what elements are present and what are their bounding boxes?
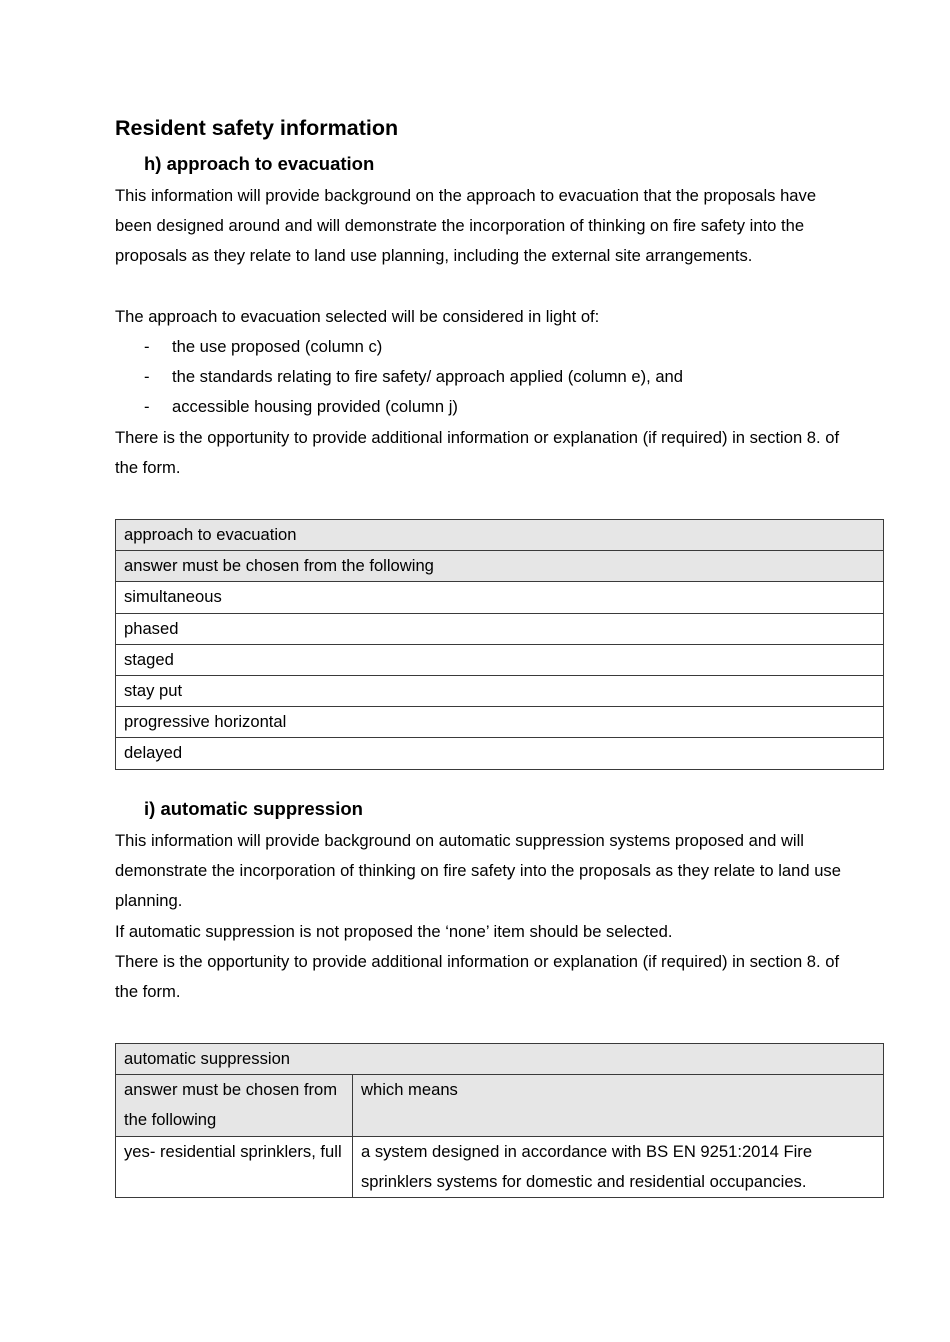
section-i-paragraph-2: If automatic suppression is not proposed the ‘none’ item should be selected. <box>115 922 673 941</box>
evacuation-options-table <box>115 519 884 770</box>
table-header-cell: automatic suppression <box>116 1044 884 1075</box>
col2-header-cell: which means <box>353 1075 884 1136</box>
table-subheader-row <box>116 1075 884 1136</box>
suppression-options-table <box>115 1043 884 1198</box>
table-row <box>116 707 884 738</box>
option-cell: staged <box>116 644 884 675</box>
list-dash: - <box>144 397 150 417</box>
section-h-paragraph-1: This information will provide background on the approach to evacuation that the proposals have been designed around and will demonstrate the incorporation of thinking on fire safety into the proposals as they relate to land use planning, including the external site arrangements. <box>115 186 817 266</box>
list-dash: - <box>144 337 150 356</box>
list-item: - the use proposed (column c) <box>115 332 683 362</box>
table-header-row <box>116 1044 884 1075</box>
table-row <box>116 676 884 707</box>
list-item: - accessible housing provided (column j) <box>115 392 683 422</box>
section-i-heading: i) automatic suppression <box>144 798 363 819</box>
option-cell: simultaneous <box>116 582 884 613</box>
section-i-paragraph-3: There is the opportunity to provide additional information or explanation (if required) in section 8. of the form. <box>115 952 840 1002</box>
meaning-cell: a system designed in accordance with BS EN 9251:2014 Fire sprinklers systems for domestic and residential occupancies. <box>353 1136 884 1197</box>
section-i-paragraph-1: This information will provide background on automatic suppression systems proposed and will demonstrate the incorporation of thinking on fire safety into the proposals as they relate to land use planning. <box>115 831 841 911</box>
option-cell: stay put <box>116 676 884 707</box>
table-row <box>116 582 884 613</box>
option-cell: progressive horizontal <box>116 707 884 738</box>
list-item: - the standards relating to fire safety/ approach applied (column e), and <box>115 362 683 392</box>
table-row <box>116 644 884 675</box>
answer-cell: yes- residential sprinklers, full <box>116 1136 353 1197</box>
table-subheader-cell: answer must be chosen from the following <box>116 551 884 582</box>
table-row <box>116 613 884 644</box>
table-header-cell: approach to evacuation <box>116 520 884 551</box>
table-row <box>116 1136 884 1197</box>
section-h-paragraph-2: The approach to evacuation selected will be considered in light of: <box>115 307 600 326</box>
section-h-considerations-list <box>115 332 683 423</box>
col1-header-cell: answer must be chosen from the following <box>116 1075 353 1136</box>
option-cell: delayed <box>116 738 884 769</box>
section-h-paragraph-3: There is the opportunity to provide additional information or explanation (if required) in section 8. of the form. <box>115 428 840 478</box>
section-h-heading: h) approach to evacuation <box>144 153 375 174</box>
page-title: Resident safety information <box>115 116 399 140</box>
table-header-row <box>116 520 884 551</box>
list-dash: - <box>144 367 150 387</box>
option-cell: phased <box>116 613 884 644</box>
table-subheader-row <box>116 551 884 582</box>
table-row <box>116 738 884 769</box>
